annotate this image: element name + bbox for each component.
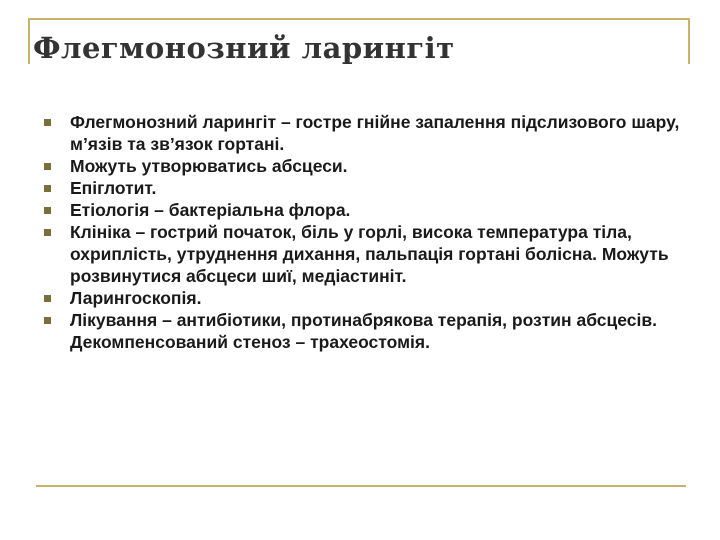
square-bullet-icon: [44, 207, 51, 214]
title-frame-left-line: [28, 18, 30, 64]
bullet-text: Можуть утворюватись абсцеси.: [70, 156, 348, 176]
bullet-item-etiology: [44, 199, 684, 221]
bullet-text: Епіглотит.: [70, 178, 157, 198]
square-bullet-icon: [44, 185, 51, 192]
bullet-text: Етіологія – бактеріальна флора.: [70, 200, 351, 220]
bullet-item-epiglottitis: [44, 177, 684, 199]
slide-title: Флегмонозний ларингіт: [33, 31, 455, 65]
title-frame-right-line: [688, 18, 690, 64]
bullet-item-laryngoscopy: [44, 287, 684, 309]
bottom-divider: [36, 485, 686, 487]
square-bullet-icon: [44, 163, 51, 170]
bullet-item-abscesses: [44, 155, 684, 177]
bullet-text: Флегмонозний ларингіт – гостре гнійне запалення підслизового шару, м’язів та зв’язок гортані.: [70, 112, 680, 154]
bullet-item-treatment: [44, 309, 684, 353]
bullet-list: [44, 111, 684, 353]
bullet-text: Клініка – гострий початок, біль у горлі, висока температура тіла, охриплість, утруднення дихання, пальпація гортані болісна. Можуть розвинутися абсцеси шиї, медіастиніт.: [70, 222, 669, 286]
bullet-item-definition: [44, 111, 684, 155]
square-bullet-icon: [44, 229, 51, 236]
title-frame-top-line: [28, 18, 690, 20]
square-bullet-icon: [44, 317, 51, 324]
bullet-text: Лікування – антибіотики, протинабрякова терапія, розтин абсцесів. Декомпенсований стеноз – трахеостомія.: [70, 310, 658, 352]
square-bullet-icon: [44, 119, 51, 126]
bullet-item-clinic: [44, 221, 684, 287]
square-bullet-icon: [44, 295, 51, 302]
bullet-text: Ларингоскопія.: [70, 288, 202, 308]
